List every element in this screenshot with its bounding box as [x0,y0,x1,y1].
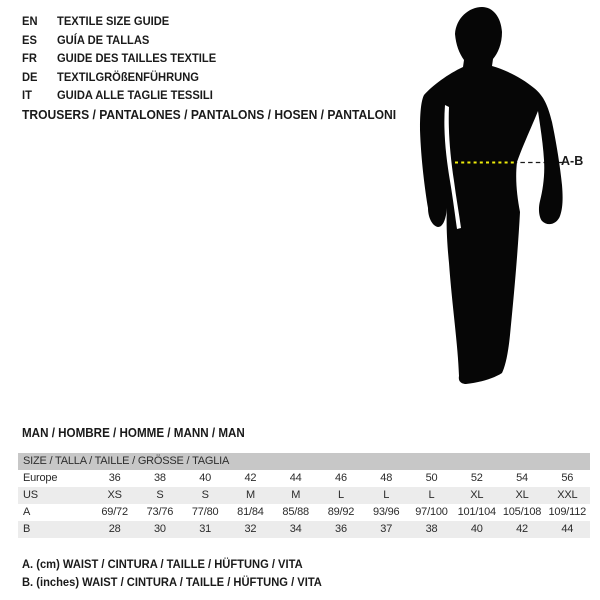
size-cell: L [338,489,344,501]
size-cell: 52 [470,472,483,484]
table-header: SIZE / TALLA / TAILLE / GRÖSSE / TAGLIA [18,453,590,470]
size-cell: L [428,489,435,501]
size-cell: M [291,489,301,501]
lang-code: DE [22,69,38,84]
lang-row-es [22,31,228,50]
lang-row-fr [22,49,228,68]
row-label: B [23,523,31,535]
size-cell: 40 [470,523,483,535]
category-heading-text: TROUSERS / PANTALONES / PANTALONS / HOSEN / PANTALONI [22,107,397,122]
size-cell: 54 [516,472,528,484]
measure-label: A-B [561,154,584,168]
lang-row-en [22,12,228,31]
note-a-text: A. (cm) WAIST / CINTURA / TAILLE / HÜFTUNG / VITA [22,557,303,571]
size-cell: XL [515,489,529,501]
size-cell: 37 [380,523,393,535]
lang-code: IT [22,88,32,102]
lang-row-it [22,86,228,105]
man-silhouette-figure [405,5,575,390]
size-cell: 105/108 [502,506,542,518]
size-cell: S [201,489,209,501]
size-cell: 36 [335,523,347,535]
size-cell: 93/96 [372,506,400,518]
lang-code: FR [22,51,37,65]
size-cell: L [383,489,390,501]
size-cell: 30 [153,523,166,535]
size-cell: XS [107,489,122,501]
size-cell: XXL [557,489,578,501]
lang-label: TEXTILE SIZE GUIDE [57,14,170,28]
note-a [22,555,344,573]
size-cell: XL [470,489,484,501]
size-cell: 42 [244,472,257,484]
row-label: US [23,489,38,501]
size-cell: S [156,489,164,501]
size-cell: 50 [425,472,438,484]
size-table [18,453,590,538]
lang-row-de [22,68,228,87]
gender-heading-text: MAN / HOMBRE / HOMME / MANN / MAN [22,426,245,440]
lang-code: EN [22,14,38,28]
table-row-europe [18,470,590,487]
lang-label: TEXTILGRÖßENFÜHRUNG [57,69,199,84]
gender-heading [22,426,262,440]
lang-label: GUIDA ALLE TAGLIE TESSILI [57,88,213,102]
language-legend [22,12,228,105]
size-cell: 73/76 [146,506,174,518]
size-cell: 44 [561,523,574,535]
lang-code: ES [22,32,37,47]
size-cell: 48 [380,472,393,484]
lang-label: GUIDE DES TAILLES TEXTILE [57,51,217,65]
size-cell: 38 [425,523,438,535]
silhouette-body [420,7,563,384]
category-heading [22,107,424,123]
lang-label: GUÍA DE TALLAS [57,32,150,47]
measurement-notes [22,555,344,591]
size-cell: 89/92 [327,506,355,518]
size-cell: 36 [108,472,121,484]
size-cell: M [245,489,255,501]
size-cell: 42 [516,523,528,535]
size-cell: 81/84 [237,506,264,518]
size-cell: 31 [199,523,212,535]
size-cell: 32 [244,523,257,535]
row-label: A [23,506,31,518]
size-cell: 77/80 [191,506,219,518]
size-cell: 38 [153,472,166,484]
size-cell: 69/72 [101,506,128,518]
row-label: Europe [23,472,58,484]
table-row-b-inches [18,521,590,538]
size-cell: 40 [199,472,212,484]
size-cell: 44 [289,472,302,484]
size-cell: 34 [289,523,302,535]
size-cell: 46 [335,472,347,484]
table-row-us [18,487,590,504]
note-b [22,573,344,591]
size-cell: 28 [108,523,121,535]
note-b-text: B. (inches) WAIST / CINTURA / TAILLE / HÜFTUNG / VITA [22,575,322,589]
size-cell: 56 [561,472,574,484]
size-cell: 85/88 [282,506,309,518]
size-cell: 97/100 [415,506,448,518]
table-row-a-cm [18,504,590,521]
size-cell: 109/112 [548,506,587,518]
size-cell: 101/104 [457,506,496,518]
